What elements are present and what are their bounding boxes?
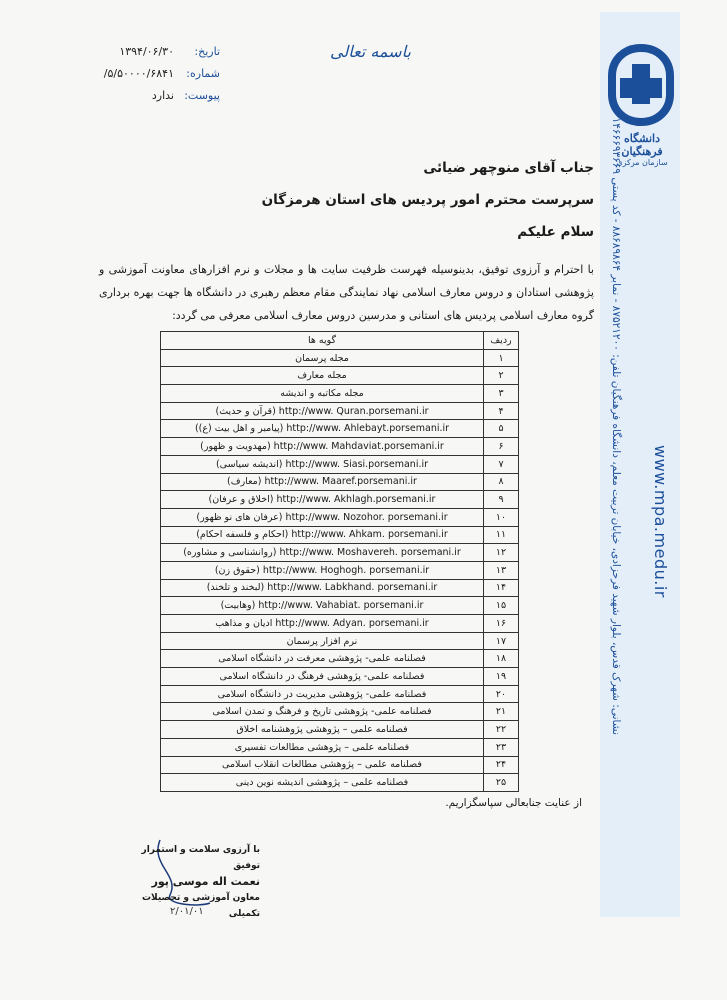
table-row: [161, 526, 519, 544]
university-subtitle: سازمان مرکزی: [616, 158, 668, 167]
row-number: ۲۵: [484, 774, 519, 792]
table-body: [161, 349, 519, 791]
table-row: [161, 703, 519, 721]
closing-line: از عنایت جنابعالی سپاسگزاریم.: [445, 797, 582, 809]
table-row: [161, 367, 519, 385]
signature-wish: با آرزوی سلامت و استمرار توفیق: [141, 845, 260, 871]
table-row: [161, 685, 519, 703]
col-item-header: گویه ها: [161, 332, 484, 350]
row-number: ۳: [484, 385, 519, 403]
row-number: ۱۵: [484, 597, 519, 615]
table-row: [161, 455, 519, 473]
table-row: [161, 650, 519, 668]
table-row: [161, 632, 519, 650]
table-row: [161, 615, 519, 633]
table-row: [161, 349, 519, 367]
number-value: ۵/۵۰۰۰۰/۶۸۴۱/: [103, 66, 174, 80]
row-number: ۱۳: [484, 561, 519, 579]
row-number: ۱۹: [484, 668, 519, 686]
bismillah-heading: باسمه تعالی: [330, 42, 411, 61]
row-item: فصلنامه علمی – پژوهشی اندیشه نوین دینی: [161, 774, 484, 792]
table-row: [161, 774, 519, 792]
row-item: http://www. Nozohor. porsemani.ir (عرفان های نو ظهور): [161, 508, 484, 526]
signatory-title: معاون آموزشی و تحصیلات تکمیلی: [141, 893, 260, 919]
letterhead-website: www.mpa.medu.ir: [651, 445, 670, 598]
row-number: ۱۴: [484, 579, 519, 597]
resources-table: [160, 331, 519, 792]
university-name: دانشگاه فرهنگیان: [621, 132, 663, 158]
row-number: ۷: [484, 455, 519, 473]
col-num-header: ردیف: [484, 332, 519, 350]
row-number: ۲۳: [484, 738, 519, 756]
row-item: نرم افزار پرسمان: [161, 632, 484, 650]
table-row: [161, 756, 519, 774]
table-row: [161, 544, 519, 562]
row-number: ۲۴: [484, 756, 519, 774]
row-item: http://www. Ahkam. porsemani.ir (احکام و فلسفه احکام): [161, 526, 484, 544]
row-item: http://www. Maaref.porsemani.ir (معارف): [161, 473, 484, 491]
meta-attachment-row: [60, 84, 220, 106]
row-item: فصلنامه علمی – پژوهشی مطالعات تفسیری: [161, 738, 484, 756]
row-number: ۱: [484, 349, 519, 367]
university-logo-icon: [606, 44, 676, 126]
table-row: [161, 738, 519, 756]
meta-date-row: [60, 40, 220, 62]
table-row: [161, 402, 519, 420]
row-number: ۲۰: [484, 685, 519, 703]
attachment-value: ندارد: [151, 88, 174, 102]
row-number: ۲۱: [484, 703, 519, 721]
date-value: ۱۳۹۴/۰۶/۳۰: [119, 44, 174, 58]
table-row: [161, 668, 519, 686]
table-header-row: [161, 332, 519, 350]
row-item: فصلنامه علمی- پژوهشی معرفت در دانشگاه اسلامی: [161, 650, 484, 668]
addressee-block: [262, 160, 594, 224]
row-number: ۱۷: [484, 632, 519, 650]
row-number: ۱۱: [484, 526, 519, 544]
row-number: ۲۲: [484, 721, 519, 739]
row-number: ۱۲: [484, 544, 519, 562]
row-item: http://www. Siasi.porsemani.ir (اندیشه سیاسی): [161, 455, 484, 473]
row-number: ۵: [484, 420, 519, 438]
letterhead-address: نشانی: شهرک قدس، بلوار شهید فرحزادی، خیابان تربیت معلم، دانشگاه فرهنگیان تلفن: ۸۷۵۲۱۲۰۰ - نمابر ۸۸۶۸۹۸۶۴ - کد پستی ۱۴۶۶۶۹۳۶۶۹: [610, 117, 622, 735]
table-row: [161, 597, 519, 615]
table-row: [161, 438, 519, 456]
row-item: http://www. Hoghogh. porsemani.ir (حقوق زن): [161, 561, 484, 579]
row-item: فصلنامه علمی- پژوهشی مدیریت در دانشگاه اسلامی: [161, 685, 484, 703]
row-item: http://www. Ahlebayt.porsemani.ir (پیامبر و اهل بیت (ع)): [161, 420, 484, 438]
row-number: ۱۰: [484, 508, 519, 526]
greeting: سلام علیکم: [517, 224, 594, 240]
date-label: تاریخ:: [194, 44, 220, 58]
table-row: [161, 579, 519, 597]
row-item: http://www. Quran.porsemani.ir (قرآن و حدیث): [161, 402, 484, 420]
table-row: [161, 561, 519, 579]
row-item: فصلنامه علمی- پژوهشی فرهنگ در دانشگاه اسلامی: [161, 668, 484, 686]
table-row: [161, 508, 519, 526]
row-number: ۸: [484, 473, 519, 491]
row-number: ۴: [484, 402, 519, 420]
number-label: شماره:: [186, 66, 220, 80]
row-item: مجله معارف: [161, 367, 484, 385]
table-row: [161, 473, 519, 491]
row-number: ۱۸: [484, 650, 519, 668]
table-row: [161, 385, 519, 403]
attachment-label: پیوست:: [184, 88, 220, 102]
row-item: مجله پرسمان: [161, 349, 484, 367]
row-number: ۱۶: [484, 615, 519, 633]
row-number: ۶: [484, 438, 519, 456]
table-row: [161, 721, 519, 739]
row-number: ۹: [484, 491, 519, 509]
row-item: فصلنامه علمی – پژوهشی پژوهشنامه اخلاق: [161, 721, 484, 739]
meta-number-row: [60, 62, 220, 84]
row-item: فصلنامه علمی- پژوهشی تاریخ و فرهنگ و تمدن اسلامی: [161, 703, 484, 721]
footer-mark: ۲/۰۱/۰۱: [170, 906, 204, 917]
row-item: مجله مکاتبه و اندیشه: [161, 385, 484, 403]
row-item: http://www. Labkhand. porsemani.ir (لبخند و تلخند): [161, 579, 484, 597]
table-row: [161, 491, 519, 509]
letter-meta: [60, 40, 220, 106]
row-number: ۲: [484, 367, 519, 385]
addressee-name: جناب آقای منوچهر ضیائی: [423, 160, 594, 176]
row-item: فصلنامه علمی – پژوهشی مطالعات انقلاب اسلامی: [161, 756, 484, 774]
intro-paragraph: با احترام و آرزوی توفیق، بدینوسیله فهرست ظرفیت سایت ها و مجلات و نرم افزارهای معاونت آموزشی و پژوهشی استادان و دروس معارف اسلامی نهاد نمایندگی مقام معظم رهبری در دانشگاه ها جهت بهره برداری گروه معارف اسلامی پردیس های استانی و مدرسین دروس معارف اسلامی معرفی می گردد:: [99, 263, 594, 322]
row-item: http://www. Adyan. porsemani.ir ادیان و مذاهب: [161, 615, 484, 633]
row-item: http://www. Mahdaviat.porsemani.ir (مهدویت و ظهور): [161, 438, 484, 456]
row-item: http://www. Vahabiat. porsemani.ir (وهابیت): [161, 597, 484, 615]
signatory-name: نعمت اله موسی پور: [151, 875, 260, 888]
row-item: http://www. Akhlagh.porsemani.ir (اخلاق و عرفان): [161, 491, 484, 509]
table-row: [161, 420, 519, 438]
row-item: http://www. Moshavereh. porsemani.ir (روانشناسی و مشاوره): [161, 544, 484, 562]
addressee-title: سرپرست محترم امور پردیس های استان هرمزگان: [261, 192, 594, 208]
